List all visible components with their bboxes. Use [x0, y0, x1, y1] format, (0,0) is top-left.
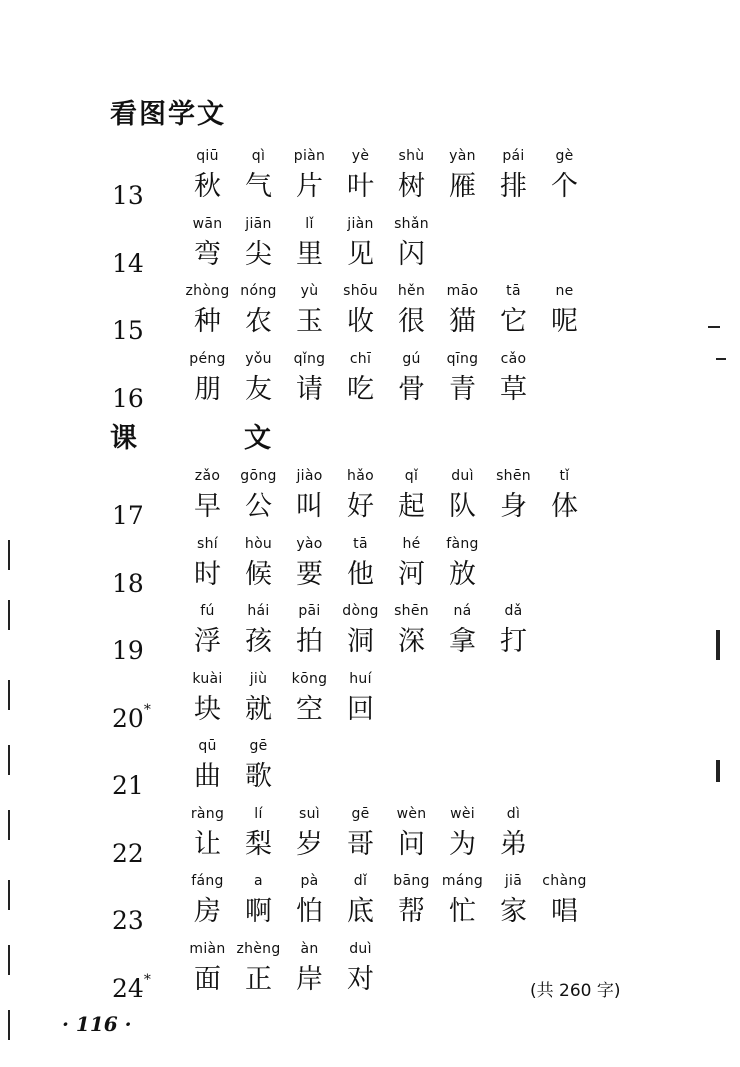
hanzi-character: 梨: [245, 829, 272, 860]
lesson-number-text: 18: [112, 569, 144, 598]
lesson-row: [110, 351, 610, 415]
lesson-number: [112, 316, 144, 345]
lesson-number: [112, 249, 144, 278]
character-group: [182, 873, 590, 929]
hanzi-character: 家: [500, 896, 527, 927]
hanzi-character: 闪: [398, 239, 425, 270]
pinyin-label: chī: [349, 351, 372, 367]
lesson-number-text: 24: [112, 974, 144, 1003]
character-cell: [233, 603, 284, 659]
character-cell: [437, 351, 488, 407]
character-cell: [437, 468, 488, 524]
hanzi-character: 唱: [551, 896, 578, 927]
hanzi-character: 浮: [194, 626, 221, 657]
hanzi-character: 哥: [347, 829, 374, 860]
character-cell: [437, 536, 488, 592]
page-number: · 116 ·: [62, 1012, 132, 1036]
lesson-row: [110, 738, 610, 802]
pinyin-label: jiào: [296, 468, 323, 484]
character-cell: [386, 873, 437, 929]
lesson-number: [112, 501, 144, 530]
hanzi-character: 气: [245, 171, 272, 202]
pinyin-label: dì: [506, 806, 521, 822]
scan-edge-mark: [8, 945, 10, 975]
hanzi-character: 河: [398, 559, 425, 590]
pinyin-label: kuài: [192, 671, 223, 687]
lesson-star-mark: *: [143, 701, 151, 718]
pinyin-label: yàn: [449, 148, 476, 164]
character-cell: [437, 283, 488, 339]
pinyin-label: jiān: [245, 216, 272, 232]
hanzi-character: 青: [449, 374, 476, 405]
lesson-number-text: 13: [112, 181, 144, 210]
hanzi-character: 他: [347, 559, 374, 590]
hanzi-character: 体: [551, 491, 578, 522]
hanzi-character: 请: [296, 374, 323, 405]
character-cell: [539, 283, 590, 339]
lesson-number: [112, 771, 144, 800]
lesson-row: [110, 148, 610, 212]
character-cell: [284, 806, 335, 862]
character-cell: [335, 468, 386, 524]
pinyin-label: yào: [296, 536, 323, 552]
hanzi-character: 打: [500, 626, 527, 657]
character-cell: [386, 283, 437, 339]
character-cell: [182, 468, 233, 524]
character-group: [182, 148, 590, 204]
pinyin-label: bāng: [393, 873, 430, 889]
hanzi-character: 岸: [296, 964, 323, 995]
pinyin-label: dǎ: [504, 603, 523, 619]
character-cell: [488, 468, 539, 524]
hanzi-character: 吃: [347, 374, 374, 405]
pinyin-label: tā: [353, 536, 368, 552]
pinyin-label: māo: [446, 283, 479, 299]
character-group: [182, 738, 284, 794]
hanzi-character: 放: [449, 559, 476, 590]
hanzi-character: 让: [194, 829, 221, 860]
pinyin-label: cǎo: [500, 351, 527, 367]
hanzi-character: 雁: [449, 171, 476, 202]
character-cell: [182, 216, 233, 272]
hanzi-character: 为: [449, 829, 476, 860]
pinyin-label: hǎo: [347, 468, 374, 484]
hanzi-character: 尖: [245, 239, 272, 270]
total-character-count: (共 260 字): [530, 981, 621, 1001]
character-cell: [284, 468, 335, 524]
hanzi-character: 排: [500, 171, 527, 202]
hanzi-character: 拍: [296, 626, 323, 657]
pinyin-label: péng: [189, 351, 226, 367]
pinyin-label: ná: [453, 603, 472, 619]
pinyin-label: shēn: [394, 603, 429, 619]
pinyin-label: qiū: [196, 148, 219, 164]
character-group: [182, 351, 539, 407]
lesson-number: [112, 636, 144, 665]
character-cell: [233, 351, 284, 407]
hanzi-character: 早: [194, 491, 221, 522]
hanzi-character: 见: [347, 239, 374, 270]
pinyin-label: wèn: [396, 806, 427, 822]
pinyin-label: yǒu: [245, 351, 272, 367]
character-cell: [539, 873, 590, 929]
pinyin-label: kōng: [291, 671, 328, 687]
pinyin-label: yù: [300, 283, 319, 299]
character-cell: [386, 603, 437, 659]
hanzi-character: 草: [500, 374, 527, 405]
character-cell: [284, 536, 335, 592]
lesson-number: [112, 569, 144, 598]
pinyin-label: gōng: [240, 468, 277, 484]
character-cell: [233, 941, 284, 997]
hanzi-character: 公: [245, 491, 272, 522]
hanzi-character: 弯: [194, 239, 221, 270]
character-cell: [386, 148, 437, 204]
pinyin-label: pà: [300, 873, 319, 889]
character-cell: [335, 806, 386, 862]
character-cell: [233, 536, 284, 592]
character-group: [182, 536, 488, 592]
hanzi-character: 洞: [347, 626, 374, 657]
character-cell: [437, 603, 488, 659]
character-cell: [437, 806, 488, 862]
lesson-star-mark: *: [143, 971, 151, 988]
pinyin-label: qǐ: [404, 468, 419, 484]
pinyin-label: qīng: [446, 351, 479, 367]
hanzi-character: 队: [449, 491, 476, 522]
pinyin-label: hé: [402, 536, 421, 552]
pinyin-label: ràng: [190, 806, 225, 822]
pinyin-label: àn: [300, 941, 319, 957]
lesson-number: [112, 384, 144, 413]
section-title-texts: 课 文: [110, 423, 311, 454]
pinyin-label: chàng: [542, 873, 587, 889]
hanzi-character: 猫: [449, 306, 476, 337]
character-cell: [182, 603, 233, 659]
character-cell: [335, 536, 386, 592]
scan-edge-mark: [8, 540, 10, 570]
character-cell: [284, 148, 335, 204]
character-cell: [233, 671, 284, 727]
character-cell: [182, 148, 233, 204]
lesson-row: [110, 283, 610, 347]
hanzi-character: 骨: [398, 374, 425, 405]
character-cell: [233, 468, 284, 524]
character-group: [182, 671, 386, 727]
character-group: [182, 806, 539, 862]
hanzi-character: 起: [398, 491, 425, 522]
character-cell: [182, 941, 233, 997]
hanzi-character: 农: [245, 306, 272, 337]
lesson-number: [112, 701, 151, 733]
pinyin-label: jiàn: [347, 216, 374, 232]
character-cell: [182, 671, 233, 727]
pinyin-label: jiā: [504, 873, 523, 889]
scan-edge-mark: [8, 600, 10, 630]
character-cell: [182, 806, 233, 862]
pinyin-label: fàng: [446, 536, 479, 552]
lesson-row: [110, 468, 610, 532]
pinyin-label: pái: [502, 148, 525, 164]
lesson-number-text: 19: [112, 636, 144, 665]
scan-edge-mark: [716, 358, 726, 360]
lesson-number-text: 20: [112, 704, 144, 733]
pinyin-label: tā: [506, 283, 521, 299]
character-cell: [335, 941, 386, 997]
character-cell: [284, 283, 335, 339]
pinyin-label: wèi: [450, 806, 475, 822]
pinyin-label: máng: [441, 873, 484, 889]
hanzi-character: 片: [296, 171, 323, 202]
pinyin-label: fáng: [191, 873, 224, 889]
character-group: [182, 941, 386, 997]
character-cell: [284, 351, 335, 407]
pinyin-label: miàn: [189, 941, 226, 957]
lesson-number-text: 16: [112, 384, 144, 413]
hanzi-character: 个: [551, 171, 578, 202]
pinyin-label: fú: [200, 603, 215, 619]
character-group: [182, 468, 590, 524]
character-cell: [233, 283, 284, 339]
hanzi-character: 正: [245, 964, 272, 995]
pinyin-label: jiù: [249, 671, 268, 687]
pinyin-label: duì: [451, 468, 474, 484]
pinyin-label: a: [254, 873, 263, 889]
pinyin-label: lí: [254, 806, 263, 822]
hanzi-character: 深: [398, 626, 425, 657]
hanzi-character: 树: [398, 171, 425, 202]
hanzi-character: 回: [347, 694, 374, 725]
hanzi-character: 它: [500, 306, 527, 337]
hanzi-character: 收: [347, 306, 374, 337]
hanzi-character: 孩: [245, 626, 272, 657]
character-cell: [335, 351, 386, 407]
character-cell: [182, 536, 233, 592]
character-cell: [488, 873, 539, 929]
pinyin-label: duì: [349, 941, 372, 957]
scan-edge-mark: [8, 1010, 10, 1040]
pinyin-label: dòng: [342, 603, 379, 619]
scan-edge-mark: [8, 745, 10, 775]
character-cell: [233, 738, 284, 794]
pinyin-label: hěn: [397, 283, 426, 299]
character-cell: [386, 216, 437, 272]
pinyin-label: qǐng: [293, 351, 326, 367]
pinyin-label: yè: [351, 148, 370, 164]
lesson-number-text: 15: [112, 316, 144, 345]
pinyin-label: lǐ: [305, 216, 314, 232]
pinyin-label: hái: [247, 603, 270, 619]
scan-edge-mark: [8, 880, 10, 910]
pinyin-label: zhòng: [185, 283, 230, 299]
character-cell: [284, 216, 335, 272]
hanzi-character: 候: [245, 559, 272, 590]
character-cell: [539, 468, 590, 524]
lesson-number: [112, 181, 144, 210]
pinyin-label: shù: [398, 148, 425, 164]
pinyin-label: ne: [555, 283, 574, 299]
pinyin-label: gē: [351, 806, 370, 822]
lesson-row: [110, 216, 610, 280]
hanzi-character: 空: [296, 694, 323, 725]
hanzi-character: 块: [194, 694, 221, 725]
hanzi-character: 身: [500, 491, 527, 522]
hanzi-character: 里: [296, 239, 323, 270]
pinyin-label: qì: [251, 148, 266, 164]
character-cell: [284, 603, 335, 659]
lesson-number: [112, 839, 144, 868]
hanzi-character: 种: [194, 306, 221, 337]
hanzi-character: 啊: [245, 896, 272, 927]
character-cell: [284, 873, 335, 929]
hanzi-character: 朋: [194, 374, 221, 405]
character-cell: [182, 283, 233, 339]
character-cell: [386, 536, 437, 592]
character-group: [182, 283, 590, 339]
lesson-row: [110, 873, 610, 937]
lesson-number-text: 22: [112, 839, 144, 868]
pinyin-label: nóng: [240, 283, 277, 299]
lesson-number: [112, 906, 144, 935]
character-cell: [488, 351, 539, 407]
character-cell: [233, 806, 284, 862]
pinyin-label: gè: [555, 148, 574, 164]
hanzi-character: 呢: [551, 306, 578, 337]
hanzi-character: 房: [194, 896, 221, 927]
lesson-row: [110, 806, 610, 870]
lesson-number: [112, 971, 151, 1003]
hanzi-character: 要: [296, 559, 323, 590]
lesson-row: [110, 536, 610, 600]
pinyin-label: hòu: [244, 536, 273, 552]
character-cell: [488, 806, 539, 862]
hanzi-character: 玉: [296, 306, 323, 337]
pinyin-label: huí: [349, 671, 372, 687]
character-cell: [335, 216, 386, 272]
character-cell: [233, 148, 284, 204]
character-cell: [182, 738, 233, 794]
hanzi-character: 就: [245, 694, 272, 725]
character-cell: [539, 148, 590, 204]
character-cell: [386, 351, 437, 407]
pinyin-label: shēn: [496, 468, 531, 484]
scan-edge-mark: [716, 760, 720, 782]
hanzi-character: 很: [398, 306, 425, 337]
pinyin-label: wān: [192, 216, 223, 232]
hanzi-character: 怕: [296, 896, 323, 927]
character-cell: [335, 283, 386, 339]
character-cell: [335, 873, 386, 929]
pinyin-label: shōu: [343, 283, 378, 299]
pinyin-label: dǐ: [353, 873, 368, 889]
hanzi-character: 问: [398, 829, 425, 860]
character-cell: [335, 603, 386, 659]
character-cell: [488, 148, 539, 204]
character-cell: [437, 873, 488, 929]
character-cell: [335, 671, 386, 727]
hanzi-character: 岁: [296, 829, 323, 860]
scan-edge-mark: [8, 680, 10, 710]
character-cell: [284, 671, 335, 727]
pinyin-label: piàn: [293, 148, 326, 164]
hanzi-character: 拿: [449, 626, 476, 657]
hanzi-character: 好: [347, 491, 374, 522]
hanzi-character: 底: [347, 896, 374, 927]
lesson-number-text: 23: [112, 906, 144, 935]
lesson-row: [110, 671, 610, 735]
pinyin-label: zhèng: [236, 941, 281, 957]
scan-edge-mark: [708, 326, 720, 328]
character-cell: [182, 351, 233, 407]
hanzi-character: 叫: [296, 491, 323, 522]
scan-edge-mark: [8, 810, 10, 840]
character-group: [182, 216, 437, 272]
pinyin-label: gē: [249, 738, 268, 754]
character-cell: [335, 148, 386, 204]
pinyin-label: qū: [198, 738, 217, 754]
pinyin-label: gú: [402, 351, 421, 367]
hanzi-character: 叶: [347, 171, 374, 202]
character-cell: [233, 216, 284, 272]
hanzi-character: 秋: [194, 171, 221, 202]
scan-edge-mark: [716, 630, 720, 660]
hanzi-character: 对: [347, 964, 374, 995]
character-cell: [284, 941, 335, 997]
lesson-number-text: 17: [112, 501, 144, 530]
character-group: [182, 603, 539, 659]
pinyin-label: shí: [197, 536, 218, 552]
hanzi-character: 弟: [500, 829, 527, 860]
character-cell: [437, 148, 488, 204]
character-cell: [488, 603, 539, 659]
lesson-number-text: 21: [112, 771, 144, 800]
pinyin-label: pāi: [298, 603, 321, 619]
character-cell: [233, 873, 284, 929]
hanzi-character: 友: [245, 374, 272, 405]
pinyin-label: tǐ: [559, 468, 570, 484]
pinyin-label: shǎn: [394, 216, 429, 232]
character-cell: [386, 468, 437, 524]
hanzi-character: 面: [194, 964, 221, 995]
pinyin-label: zǎo: [194, 468, 221, 484]
character-cell: [182, 873, 233, 929]
lesson-row: [110, 603, 610, 667]
pinyin-label: suì: [299, 806, 320, 822]
lesson-number-text: 14: [112, 249, 144, 278]
hanzi-character: 歌: [245, 761, 272, 792]
hanzi-character: 曲: [194, 761, 221, 792]
character-cell: [488, 283, 539, 339]
hanzi-character: 帮: [398, 896, 425, 927]
character-cell: [386, 806, 437, 862]
section-title-look-and-learn: 看图学文: [110, 99, 226, 130]
hanzi-character: 时: [194, 559, 221, 590]
hanzi-character: 忙: [449, 896, 476, 927]
